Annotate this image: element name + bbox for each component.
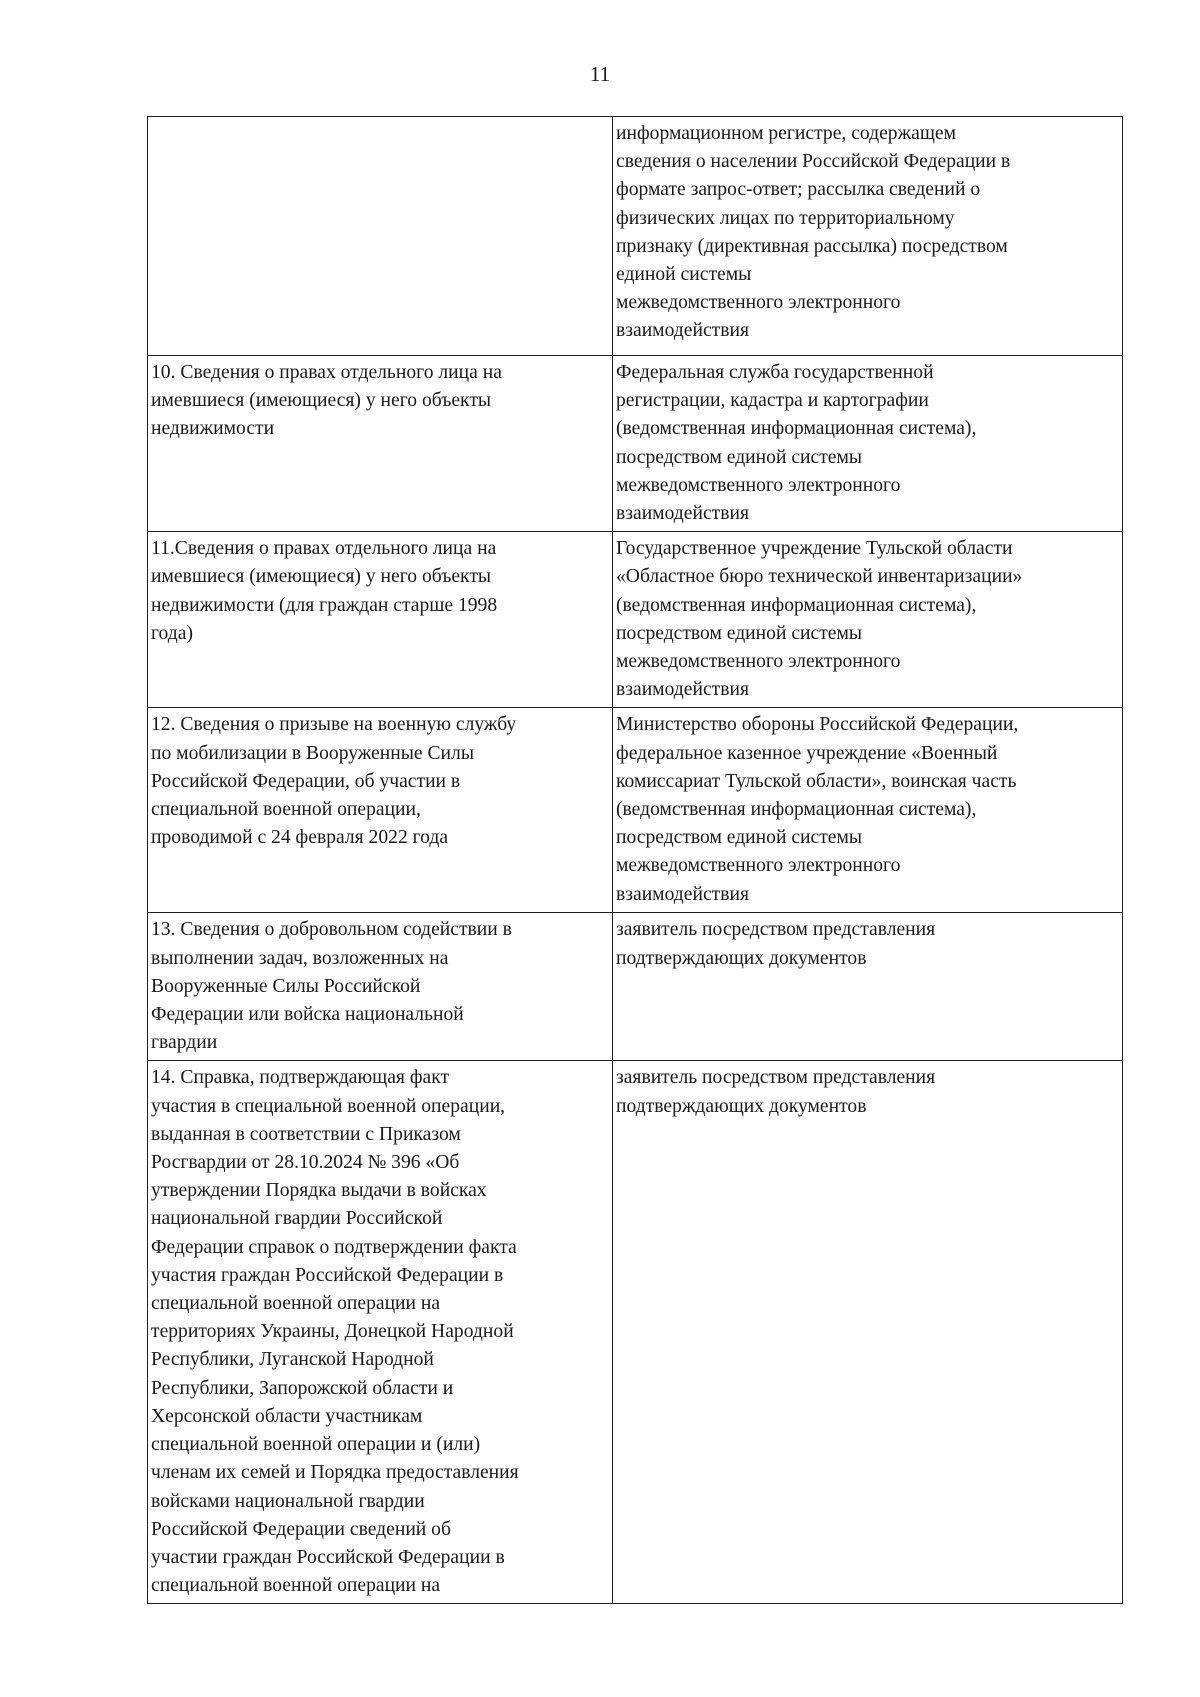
table-cell-info-type: 12. Сведения о призыве на военную службу по мобилизации в Вооруженные Силы Российской Федерации, об участии в специальной военной операции, проводимой с 24 февраля 2022 года: [148, 708, 613, 913]
table-cell-info-source: информационном регистре, содержащем сведения о населении Российской Федерации в формате запрос-ответ; рассылка сведений о физических лицах по территориальному признаку (директивная рассылка) посредством единой системы межведомственного электронного взаимодействия: [613, 117, 1123, 356]
table-row: [148, 913, 1123, 1061]
table-cell-info-type: 13. Сведения о добровольном содействии в выполнении задач, возложенных на Вооруженные Силы Российской Федерации или войска национальной гвардии: [148, 913, 613, 1061]
table-cell-info-type: 11.Сведения о правах отдельного лица на имевшиеся (имеющиеся) у него объекты недвижимости (для граждан старше 1998 года): [148, 532, 613, 708]
document-table: [147, 116, 1123, 1604]
table-cell-info-type: [148, 117, 613, 356]
table-row: [148, 117, 1123, 356]
page-number: 11: [589, 62, 611, 86]
table-cell-info-source: Федеральная служба государственной регистрации, кадастра и картографии (ведомственная информационная система), посредством единой системы межведомственного электронного взаимодействия: [613, 356, 1123, 532]
table-cell-info-type: 10. Сведения о правах отдельного лица на имевшиеся (имеющиеся) у него объекты недвижимости: [148, 356, 613, 532]
table-row: [148, 356, 1123, 532]
table-cell-info-source: заявитель посредством представления подтверждающих документов: [613, 1061, 1123, 1604]
table-cell-info-source: Государственное учреждение Тульской области «Областное бюро технической инвентаризации» (ведомственная информационная система), посредством единой системы межведомственного электронного взаимодействия: [613, 532, 1123, 708]
table-row: [148, 532, 1123, 708]
table-cell-info-type: 14. Справка, подтверждающая факт участия в специальной военной операции, выданная в соответствии с Приказом Росгвардии от 28.10.2024 № 396 «Об утверждении Порядка выдачи в войсках национальной гвардии Российской Федерации справок о подтверждении факта участия граждан Российской Федерации в специальной военной операции на территориях Украины, Донецкой Народной Республики, Луганской Народной Республики, Запорожской области и Херсонской области участникам специальной военной операции и (или) членам их семей и Порядка предоставления войсками национальной гвардии Российской Федерации сведений об участии граждан Российской Федерации в специальной военной операции на: [148, 1061, 613, 1604]
table-cell-info-source: заявитель посредством представления подтверждающих документов: [613, 913, 1123, 1061]
table-row: [148, 1061, 1123, 1604]
table-cell-info-source: Министерство обороны Российской Федерации, федеральное казенное учреждение «Военный комиссариат Тульской области», воинская часть (ведомственная информационная система), посредством единой системы межведомственного электронного взаимодействия: [613, 708, 1123, 913]
table-row: [148, 708, 1123, 913]
